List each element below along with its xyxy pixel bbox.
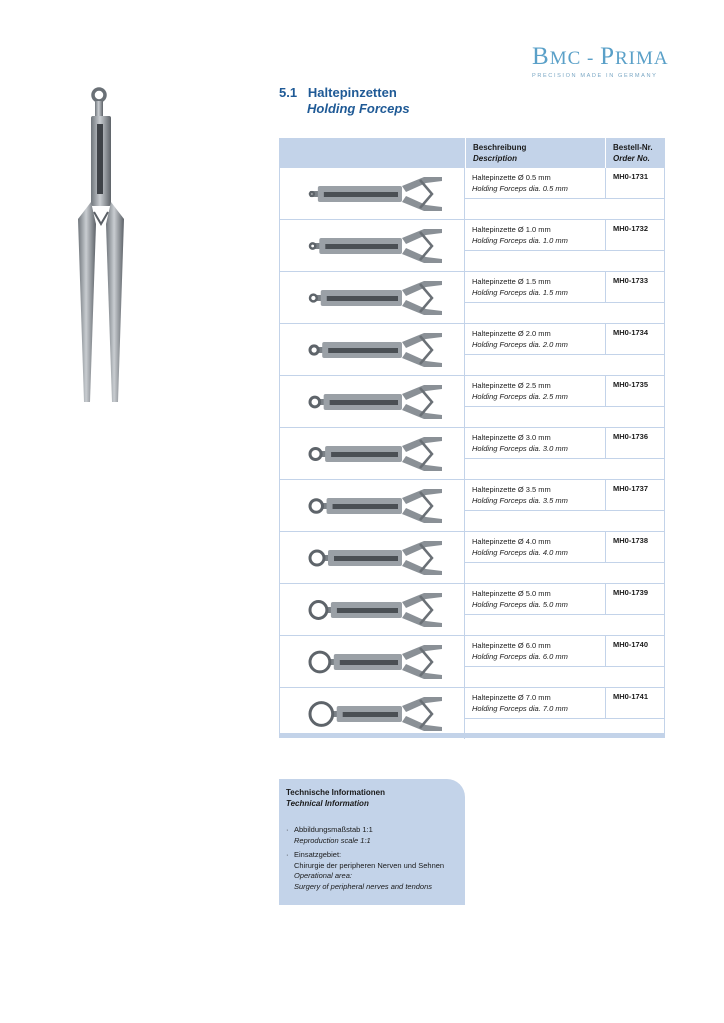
description-text bbox=[465, 272, 605, 302]
description-spacer bbox=[465, 511, 665, 531]
header-order-en: Order No. bbox=[613, 154, 650, 163]
product-image-cell bbox=[279, 324, 465, 375]
forceps-image bbox=[292, 640, 452, 684]
section-title bbox=[279, 85, 410, 117]
description-de: Haltepinzette Ø 4.0 mm bbox=[472, 537, 551, 546]
product-image-cell bbox=[279, 584, 465, 635]
description-cell bbox=[465, 324, 665, 375]
description-en: Holding Forceps dia. 2.5 mm bbox=[472, 392, 568, 401]
forceps-image bbox=[292, 484, 452, 528]
description-text bbox=[465, 324, 605, 354]
description-de: Haltepinzette Ø 2.5 mm bbox=[472, 381, 551, 390]
order-number: MH0-1734 bbox=[605, 324, 665, 354]
tech-area-item: · Einsatzgebiet: Chirurgie der peripheren Nerven und Sehnen Operational area: Surgery of peripheral nerves and tendons bbox=[286, 850, 445, 891]
tech-title-de: Technische Informationen bbox=[286, 788, 385, 797]
description-top bbox=[465, 584, 665, 615]
description-cell bbox=[465, 584, 665, 635]
description-en: Holding Forceps dia. 7.0 mm bbox=[472, 704, 568, 713]
tech-area-en-label: Operational area: bbox=[294, 871, 352, 880]
table-row bbox=[279, 688, 665, 739]
brand-tagline: PRECISION MADE IN GERMANY bbox=[532, 73, 658, 79]
header-order-de: Bestell-Nr. bbox=[613, 143, 653, 152]
description-text bbox=[465, 480, 605, 510]
description-top bbox=[465, 688, 665, 719]
header-desc-en: Description bbox=[473, 154, 518, 163]
order-number: MH0-1738 bbox=[605, 532, 665, 562]
description-de: Haltepinzette Ø 3.5 mm bbox=[472, 485, 551, 494]
table-header bbox=[279, 138, 665, 168]
order-number: MH0-1741 bbox=[605, 688, 665, 718]
order-number: MH0-1736 bbox=[605, 428, 665, 458]
description-text bbox=[465, 376, 605, 406]
forceps-image bbox=[292, 692, 452, 736]
tech-area-de-label: Einsatzgebiet: bbox=[294, 850, 342, 859]
order-number: MH0-1740 bbox=[605, 636, 665, 666]
product-image-cell bbox=[279, 532, 465, 583]
product-table bbox=[279, 138, 665, 739]
product-image-cell bbox=[279, 220, 465, 271]
description-de: Haltepinzette Ø 1.5 mm bbox=[472, 277, 551, 286]
forceps-image bbox=[292, 588, 452, 632]
product-image-cell bbox=[279, 480, 465, 531]
description-en: Holding Forceps dia. 6.0 mm bbox=[472, 652, 568, 661]
description-text bbox=[465, 428, 605, 458]
description-spacer bbox=[465, 303, 665, 323]
description-de: Haltepinzette Ø 2.0 mm bbox=[472, 329, 551, 338]
description-cell bbox=[465, 272, 665, 323]
table-row bbox=[279, 636, 665, 688]
description-spacer bbox=[465, 251, 665, 271]
product-image-cell bbox=[279, 272, 465, 323]
description-en: Holding Forceps dia. 3.0 mm bbox=[472, 444, 568, 453]
section-title-de: 5.1 Haltepinzetten bbox=[279, 85, 397, 100]
forceps-image bbox=[292, 380, 452, 424]
tech-area-en: Surgery of peripheral nerves and tendons bbox=[294, 881, 433, 891]
brand-name: BMC - PRIMA bbox=[532, 43, 669, 70]
description-spacer bbox=[465, 563, 665, 583]
forceps-overview-image bbox=[78, 84, 126, 414]
description-de: Haltepinzette Ø 5.0 mm bbox=[472, 589, 551, 598]
tech-area-de: Chirurgie der peripheren Nerven und Sehnen bbox=[294, 860, 445, 870]
table-footer-bar bbox=[279, 733, 665, 738]
description-text bbox=[465, 584, 605, 614]
description-cell bbox=[465, 688, 665, 739]
description-text bbox=[465, 220, 605, 250]
description-top bbox=[465, 376, 665, 407]
description-en: Holding Forceps dia. 1.0 mm bbox=[472, 236, 568, 245]
product-image-cell bbox=[279, 636, 465, 687]
description-top bbox=[465, 428, 665, 459]
description-cell bbox=[465, 168, 665, 219]
description-top bbox=[465, 324, 665, 355]
table-row bbox=[279, 480, 665, 532]
header-description bbox=[465, 138, 605, 168]
description-de: Haltepinzette Ø 3.0 mm bbox=[472, 433, 551, 442]
description-en: Holding Forceps dia. 5.0 mm bbox=[472, 600, 568, 609]
description-cell bbox=[465, 480, 665, 531]
order-number: MH0-1735 bbox=[605, 376, 665, 406]
description-text bbox=[465, 688, 605, 718]
description-en: Holding Forceps dia. 1.5 mm bbox=[472, 288, 568, 297]
description-spacer bbox=[465, 407, 665, 427]
product-image-cell bbox=[279, 168, 465, 219]
description-cell bbox=[465, 636, 665, 687]
description-top bbox=[465, 220, 665, 251]
description-top bbox=[465, 168, 665, 199]
table-row bbox=[279, 272, 665, 324]
description-en: Holding Forceps dia. 2.0 mm bbox=[472, 340, 568, 349]
description-cell bbox=[465, 376, 665, 427]
order-number: MH0-1731 bbox=[605, 168, 665, 198]
table-row bbox=[279, 376, 665, 428]
description-en: Holding Forceps dia. 3.5 mm bbox=[472, 496, 568, 505]
tech-scale-item: · Abbildungsmaßstab 1:1 Reproduction scale 1:1 bbox=[286, 825, 373, 845]
forceps-image bbox=[292, 172, 452, 216]
description-de: Haltepinzette Ø 0.5 mm bbox=[472, 173, 551, 182]
description-en: Holding Forceps dia. 4.0 mm bbox=[472, 548, 568, 557]
section-title-en: Holding Forceps bbox=[307, 101, 410, 116]
description-text bbox=[465, 636, 605, 666]
header-image-cell bbox=[279, 138, 465, 168]
description-spacer bbox=[465, 355, 665, 375]
forceps-image bbox=[292, 328, 452, 372]
table-body bbox=[279, 168, 665, 739]
forceps-image bbox=[292, 432, 452, 476]
description-top bbox=[465, 636, 665, 667]
header-desc-de: Beschreibung bbox=[473, 143, 527, 152]
table-row bbox=[279, 428, 665, 480]
product-image-cell bbox=[279, 428, 465, 479]
description-de: Haltepinzette Ø 6.0 mm bbox=[472, 641, 551, 650]
description-cell bbox=[465, 428, 665, 479]
table-row bbox=[279, 220, 665, 272]
description-spacer bbox=[465, 667, 665, 687]
header-order bbox=[605, 138, 665, 168]
forceps-image bbox=[292, 536, 452, 580]
table-row bbox=[279, 584, 665, 636]
forceps-image bbox=[292, 276, 452, 320]
forceps-image bbox=[292, 224, 452, 268]
description-cell bbox=[465, 220, 665, 271]
order-number: MH0-1732 bbox=[605, 220, 665, 250]
tech-scale-en: Reproduction scale 1:1 bbox=[294, 835, 371, 845]
description-spacer bbox=[465, 199, 665, 219]
description-text bbox=[465, 532, 605, 562]
order-number: MH0-1733 bbox=[605, 272, 665, 302]
description-de: Haltepinzette Ø 7.0 mm bbox=[472, 693, 551, 702]
table-row bbox=[279, 324, 665, 376]
order-number: MH0-1739 bbox=[605, 584, 665, 614]
description-de: Haltepinzette Ø 1.0 mm bbox=[472, 225, 551, 234]
description-en: Holding Forceps dia. 0.5 mm bbox=[472, 184, 568, 193]
product-image-cell bbox=[279, 688, 465, 739]
description-top bbox=[465, 480, 665, 511]
table-row bbox=[279, 168, 665, 220]
brand-logo bbox=[532, 44, 674, 79]
tech-scale-de: Abbildungsmaßstab 1:1 bbox=[294, 825, 373, 834]
tech-title-en: Technical Information bbox=[286, 799, 369, 808]
order-number: MH0-1737 bbox=[605, 480, 665, 510]
description-spacer bbox=[465, 459, 665, 479]
technical-info-box bbox=[279, 779, 465, 905]
description-cell bbox=[465, 532, 665, 583]
description-top bbox=[465, 272, 665, 303]
product-image-cell bbox=[279, 376, 465, 427]
description-top bbox=[465, 532, 665, 563]
description-text bbox=[465, 168, 605, 198]
description-spacer bbox=[465, 615, 665, 635]
table-row bbox=[279, 532, 665, 584]
